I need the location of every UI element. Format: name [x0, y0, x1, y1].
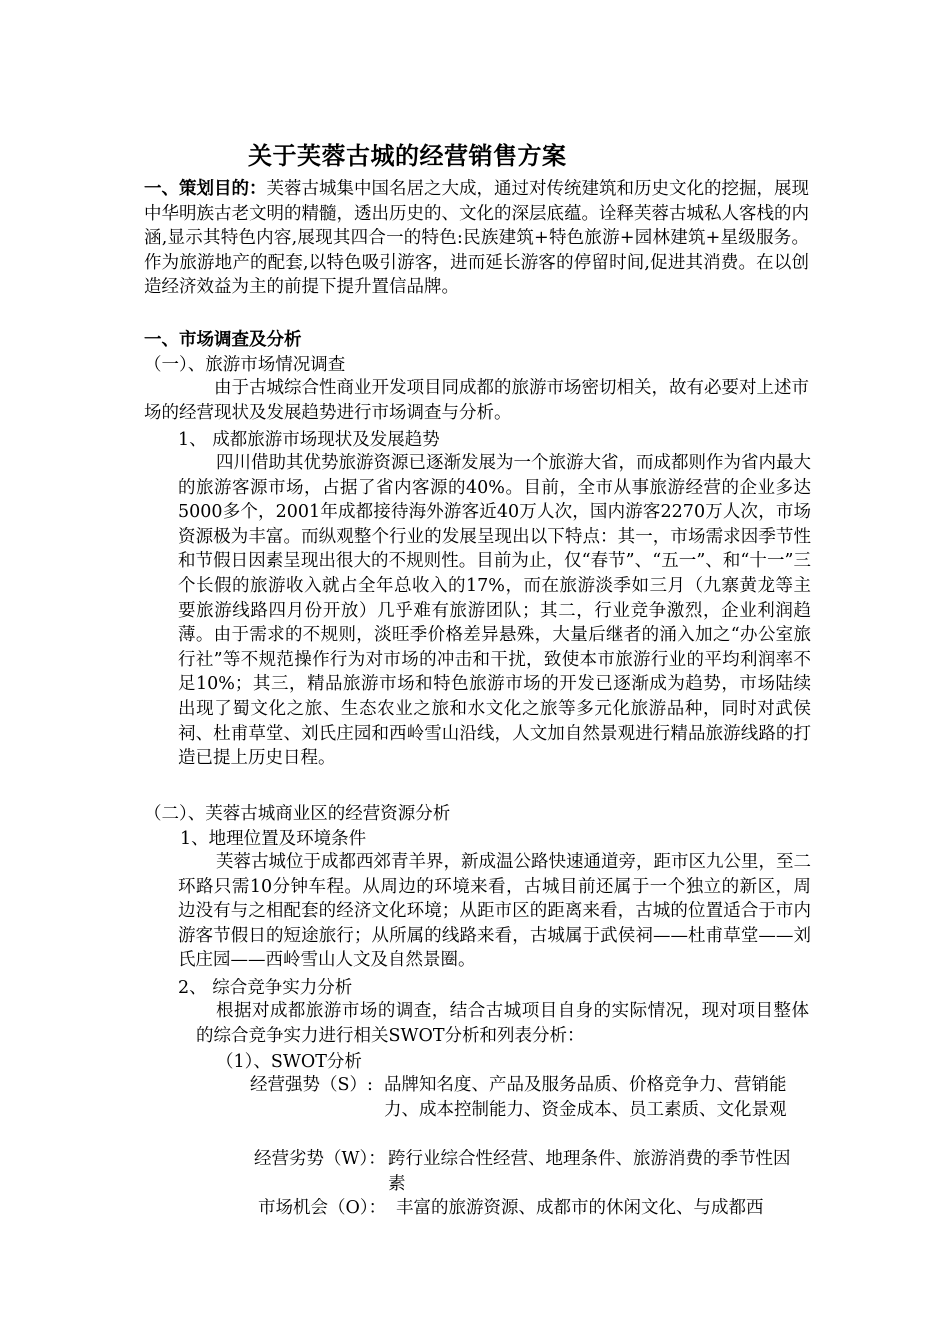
swot-label: 经营强势（S）:: [250, 1075, 373, 1095]
sub1-heading: （一）、旅游市场情况调查: [144, 355, 346, 375]
swot-heading: （1）、SWOT分析: [216, 1052, 362, 1072]
sub1-item1-heading: 1、 成都旅游市场现状及发展趋势: [178, 430, 440, 450]
document-title: 关于芙蓉古城的经营销售方案: [248, 142, 567, 170]
sub2-item2-heading: 2、 综合竞争实力分析: [178, 978, 353, 998]
sub1-item1-text: 四川借助其优势旅游资源已逐渐发展为一个旅游大省，而成都则作为省内最大的旅游客源市场，占据了省内客源的40%。目前，全市从事旅游经营的企业多达5000多个，2001年成都接待海外游客近40万人次，国内游客2270万人次，市场资源极为丰富。而纵观整个行业的发展呈现出以下特点：其一，市场需求因季节性和节假日因素呈现出很大的不规则性。目前为止，仅“春节”、“五一”、和“十一”三个长假的旅游收入就占全年总收入的17%，而在旅游淡季如三月（九寨黄龙等主要旅游线路四月份开放）几乎难有旅游团队；其二，行业竞争激烈，企业利润趋薄。由于需求的不规则，淡旺季价格差异悬殊，大量后继者的涌入加之“办公室旅行社”等不规范操作行为对市场的冲击和干扰，致使本市旅游行业的平均利润率不足10%；其三，精品旅游市场和特色旅游市场的开发已逐渐成为趋势，市场陆续出现了蜀文化之旅、生态农业之旅和水文化之旅等多元化旅游品种，同时对武侯祠、杜甫草堂、刘氏庄园和西岭雪山沿线，人文加自然景观进行精品旅游线路的打造已提上历史日程。: [178, 453, 811, 769]
sub2-item1-heading: 1、地理位置及环境条件: [180, 829, 367, 849]
sub2-item2-paragraph: [196, 999, 809, 1048]
swot-text: 丰富的旅游资源、成都市的休闲文化、与成都西: [396, 1198, 764, 1218]
swot-row-opportunity: [0, 1196, 950, 1222]
sub2-item2-text: 根据对成都旅游市场的调查，结合古城项目自身的实际情况，现对项目整体的综合竞争实力进行相关SWOT分析和列表分析：: [196, 1001, 809, 1046]
sub2-item1-text: 芙蓉古城位于成都西郊青羊界，新成温公路快速通道旁，距市区九公里，至二环路只需10分钟车程。从周边的环境来看，古城目前还属于一个独立的新区，周边没有与之相配套的经济文化环境；从距市区的距离来看，古城的位置适合于市内游客节假日的短途旅行；从所属的线路来看，古城属于武侯祠——杜甫草堂——刘氏庄园——西岭雪山人文及自然景圈。: [178, 852, 811, 971]
purpose-paragraph: [144, 177, 809, 300]
sub1-intro: [144, 376, 809, 425]
swot-row-strength: [0, 1073, 950, 1147]
purpose-text: 芙蓉古城集中国名居之大成，通过对传统建筑和历史文化的挖掘，展现中华明族古老文明的精髓，透出历史的、文化的深层底蕴。诠释芙蓉古城私人客栈的内涵,显示其特色内容,展现其四合一的特色:民族建筑+特色旅游+园林建筑+星级服务。作为旅游地产的配套,以特色吸引游客，进而延长游客的停留时间,促进其消费。在以创造经济效益为主的前提下提升置信品牌。: [144, 179, 809, 298]
sub2-heading: （二）、芙蓉古城商业区的经营资源分析: [144, 804, 451, 824]
section1-heading: 一、市场调查及分析: [144, 330, 302, 350]
sub1-item1-paragraph: [178, 451, 811, 771]
sub2-item1-paragraph: [178, 850, 811, 973]
swot-text: 跨行业综合性经营、地理条件、旅游消费的季节性因素: [388, 1149, 791, 1194]
swot-row-weakness: [0, 1147, 950, 1197]
sub1-intro-text: 由于古城综合性商业开发项目同成都的旅游市场密切相关，故有必要对上述市场的经营现状及发展趋势进行市场调查与分析。: [144, 378, 809, 423]
swot-label: 经营劣势（W）：: [254, 1149, 386, 1169]
swot-text: 品牌知名度、产品及服务品质、价格竞争力、营销能力、成本控制能力、资金成本、员工素质、文化景观: [384, 1075, 787, 1120]
purpose-heading: 一、策划目的：: [144, 179, 267, 199]
swot-label: 市场机会（O）：: [258, 1198, 387, 1218]
